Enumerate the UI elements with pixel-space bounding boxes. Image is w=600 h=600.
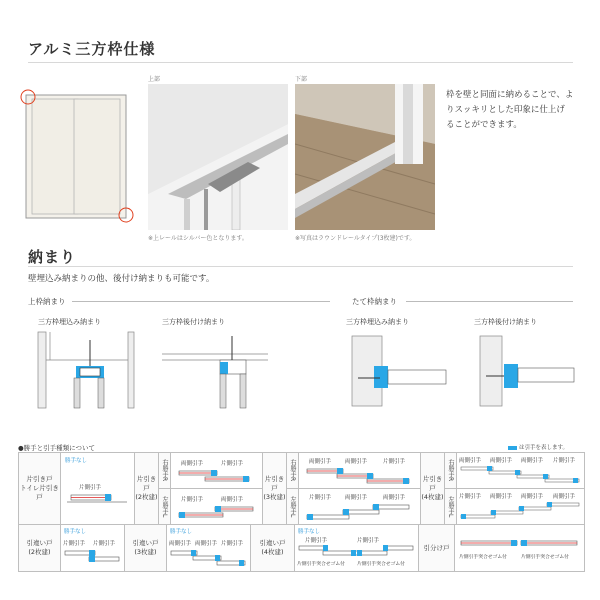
cell-3-leaf-left: [299, 489, 421, 525]
diagram-label-2: 三方枠後付け納まり: [162, 318, 225, 326]
handle-label: 片側引手: [309, 495, 332, 501]
door-plan-single: [65, 493, 131, 505]
handle-label: 両側引手: [383, 495, 406, 501]
side-left-3: 左勝手L: [287, 489, 299, 525]
cell-4-leaf-left: [457, 489, 585, 525]
right-heading-line: [406, 301, 573, 302]
right-heading: たて枠納まり: [352, 297, 397, 306]
handle-label: 片側引手: [383, 459, 406, 465]
cell-bypass-4: [295, 525, 419, 572]
section-title-installation: 納まり: [28, 248, 77, 266]
section-title-aluminum-frame: アルミ三方枠仕様: [28, 40, 156, 58]
door-plan-3-right: [303, 467, 417, 487]
handle-type-table-row2: [18, 524, 585, 572]
installation-divider: [28, 266, 573, 267]
handle-label: 片側引手: [221, 461, 244, 467]
diagram-label-1: 三方枠埋込み納まり: [38, 318, 101, 326]
diagram-label-3: 三方枠埋込み納まり: [346, 318, 409, 326]
door-plan-3-left: [303, 503, 417, 523]
handle-label: 片側引手: [79, 485, 102, 491]
handle-label: 片側引手突合せゴム付: [459, 555, 507, 560]
diagram-label-4: 三方枠後付け納まり: [474, 318, 537, 326]
legend-text: は引手を表します。: [519, 445, 569, 451]
handle-label: 片側引手: [93, 541, 116, 547]
handle-label: 両側引手: [553, 494, 576, 500]
handle-label: 両側引手: [169, 541, 192, 547]
side-frame-embedded-diagram: [350, 330, 450, 410]
door-plan-bypass-4: [297, 544, 417, 558]
title-divider: [28, 62, 573, 63]
note-no-hand: 勝手なし: [170, 529, 193, 535]
handle-label: 両側引手: [490, 458, 513, 464]
label-4-leaf: 片引き戸 (4枚建): [421, 453, 445, 525]
side-left-2: 左勝手L: [159, 489, 171, 525]
description-line-3: ることができます。: [446, 120, 522, 130]
door-plan-bypass-3: [169, 549, 249, 567]
caption-bottom-rail: ※写真はラウンドレールタイプ(3枚建)です。: [295, 235, 416, 242]
photo-label-bottom: 下部: [295, 76, 308, 83]
handle-label: 両側引手: [195, 541, 218, 547]
cell-2-leaf-right: [171, 453, 263, 489]
cell-bypass-2: [61, 525, 125, 572]
handle-type-table-row1: [18, 452, 585, 525]
handle-legend-swatch: [508, 446, 517, 450]
handle-label: 両側引手: [181, 461, 204, 467]
door-plan-2-right: [175, 469, 259, 485]
side-left-4: 左勝手L: [445, 489, 457, 525]
photo-label-top: 上部: [148, 76, 161, 83]
door-elevation-drawing: [18, 85, 138, 230]
handle-label: 片側引手: [305, 538, 328, 544]
handle-label: 両側引手: [521, 494, 544, 500]
handle-label: 片側引手: [63, 541, 86, 547]
handle-label: 片側引手: [553, 458, 576, 464]
handle-label: 片側引手突合せゴム付: [357, 562, 405, 567]
door-plan-4-right: [459, 465, 583, 487]
door-plan-2-left: [175, 505, 259, 521]
side-right-4: 右勝手R: [445, 453, 457, 489]
handle-label: 片側引手突合せゴム付: [297, 562, 345, 567]
handle-label: 両側引手: [459, 458, 482, 464]
handle-label: 両側引手: [345, 495, 368, 501]
table-heading: ●勝手と引手種類について: [18, 444, 96, 452]
installation-description: 壁埋込み納まりの他、後付け納まりも可能です。: [28, 274, 215, 284]
description-line-1: 枠を壁と同面に納めることで、よ: [446, 90, 574, 100]
label-bypass-4: 引違い戸 (4枚建): [251, 525, 295, 572]
handle-label: 両側引手: [521, 458, 544, 464]
cell-bypass-3: [167, 525, 251, 572]
label-3-leaf: 片引き戸 (3枚建): [263, 453, 287, 525]
handle-label: 両側引手: [309, 459, 332, 465]
handle-label: 片側引手突合せゴム付: [521, 555, 569, 560]
top-rail-photo: [148, 84, 288, 230]
note-no-hand: 勝手なし: [298, 529, 321, 535]
label-bypass-2: 引違い戸 (2枚建): [19, 525, 61, 572]
cell-bi-parting: [455, 525, 585, 572]
handle-label: 両側引手: [490, 494, 513, 500]
cell-single-slide: [61, 453, 135, 525]
handle-label: 片側引手: [221, 541, 244, 547]
door-plan-bypass-2: [63, 549, 123, 565]
cell-4-leaf-right: [457, 453, 585, 489]
description-line-2: りスッキリとした印象に仕上げ: [446, 105, 565, 115]
side-right-2: 右勝手R: [159, 453, 171, 489]
top-frame-retrofit-diagram: [160, 330, 270, 410]
label-bypass-3: 引違い戸 (3枚建): [125, 525, 167, 572]
handle-label: 片側引手: [357, 538, 380, 544]
bottom-rail-photo: [295, 84, 435, 230]
side-frame-retrofit-diagram: [478, 330, 578, 410]
side-right-3: 右勝手R: [287, 453, 299, 489]
door-plan-4-left: [459, 501, 583, 523]
frame-description: [446, 88, 586, 133]
top-frame-embedded-diagram: [36, 330, 136, 410]
handle-label: 片側引手: [181, 497, 204, 503]
cell-3-leaf-right: [299, 453, 421, 489]
note-no-hand: 勝手なし: [64, 529, 87, 535]
door-plan-bi-parting: [457, 537, 583, 551]
cell-2-leaf-left: [171, 489, 263, 525]
label-2-leaf: 片引き戸 (2枚建): [135, 453, 159, 525]
left-heading-line: [72, 301, 330, 302]
caption-top-rail: ※上レールはシルバー色となります。: [148, 235, 248, 242]
left-heading: 上枠納まり: [28, 297, 66, 306]
label-bi-parting: 引分け戸: [419, 525, 455, 572]
note-no-hand: 勝手なし: [65, 458, 88, 464]
legend: [508, 443, 568, 451]
handle-label: 両側引手: [345, 459, 368, 465]
label-single-slide: 片引き戸 トイレ片引き戸: [19, 453, 61, 525]
handle-label: 両側引手: [221, 497, 244, 503]
handle-label: 片側引手: [459, 494, 482, 500]
